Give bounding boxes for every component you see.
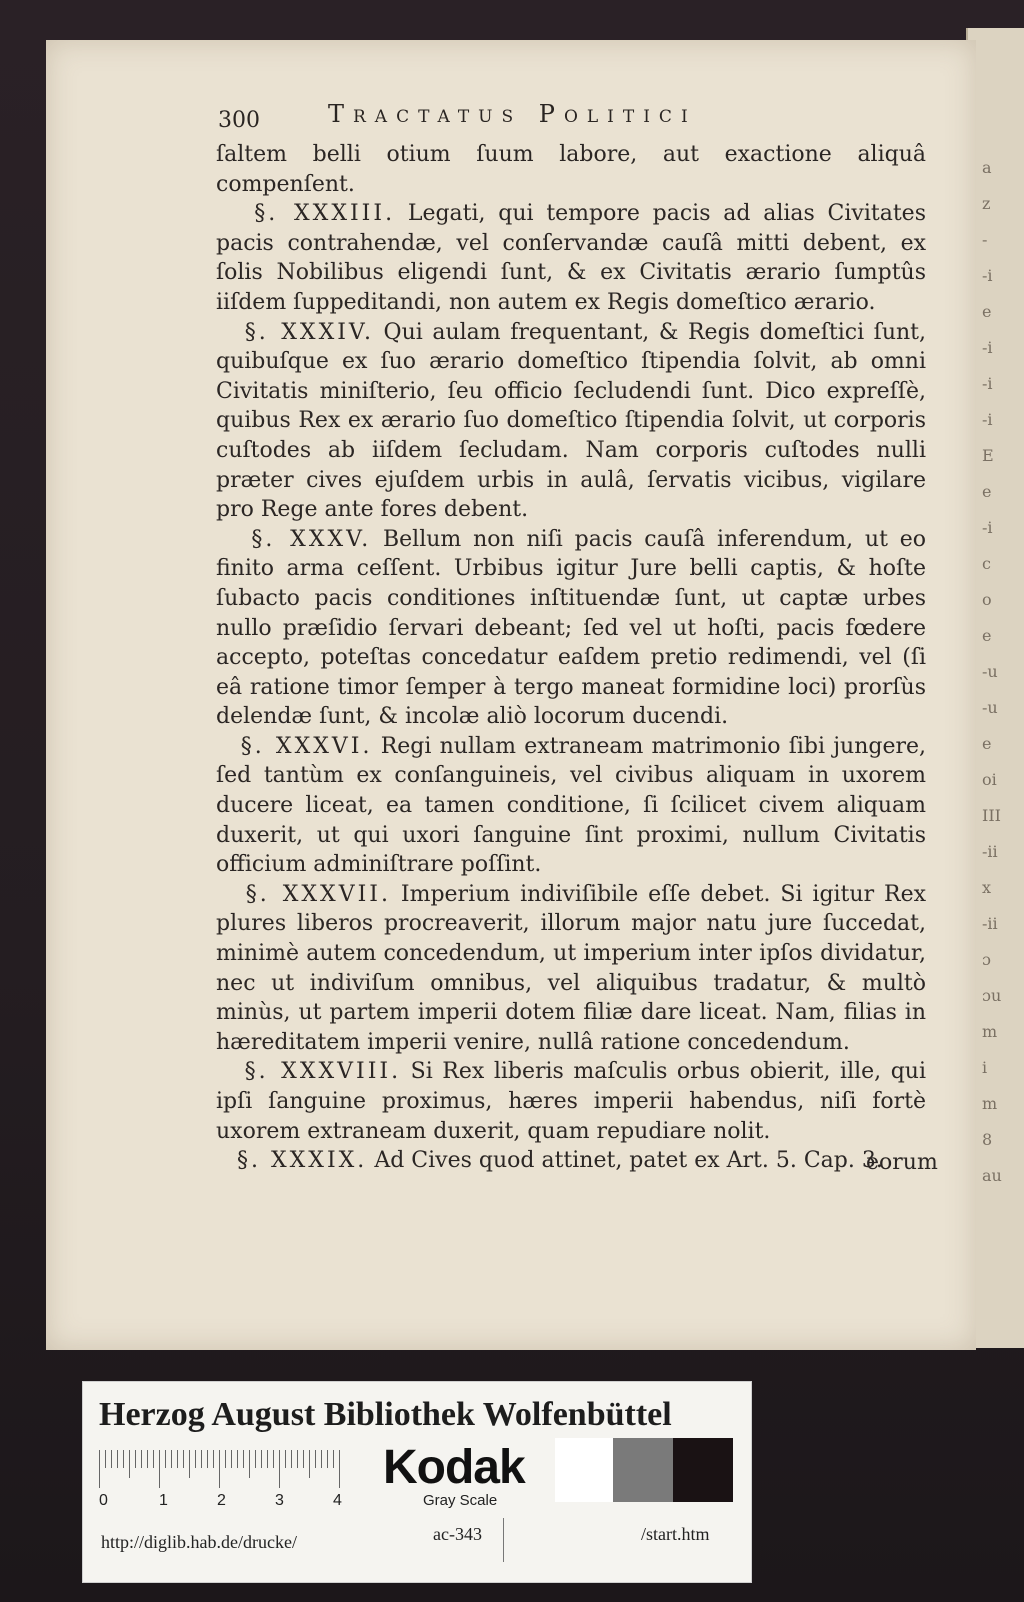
paragraph: §. XXXIX. Ad Cives quod attinet, patet ex Art. 5. Cap. 3.	[236, 1148, 883, 1174]
edge-mark: -ii	[982, 914, 998, 933]
edge-mark: -ii	[982, 842, 998, 861]
ruler-tick	[285, 1450, 286, 1468]
edge-mark: III	[982, 806, 1001, 825]
running-title: Tractatus Politici	[328, 100, 697, 128]
edge-mark: c	[982, 554, 991, 573]
ruler-tick	[135, 1450, 136, 1468]
edge-mark: x	[982, 878, 992, 897]
ruler-tick	[321, 1450, 322, 1468]
edge-mark: -i	[982, 374, 993, 393]
ruler-tick	[201, 1450, 202, 1468]
ruler-tick	[207, 1450, 208, 1468]
edge-mark: -i	[982, 266, 993, 285]
ruler-tick	[225, 1450, 226, 1468]
edge-mark: e	[982, 734, 992, 753]
swatch-black	[673, 1438, 733, 1502]
edge-mark: o	[982, 590, 992, 609]
edge-mark: au	[982, 1166, 1002, 1185]
edge-mark: -i	[982, 410, 993, 429]
shelfmark-code: ac-343	[433, 1524, 482, 1544]
ruler-tick	[99, 1450, 100, 1488]
edge-mark: -i	[982, 338, 993, 357]
edge-mark: oi	[982, 770, 997, 789]
ruler-tick	[291, 1450, 292, 1468]
edge-marks	[976, 28, 1024, 1348]
library-title: Herzog August Bibliothek Wolfenbüttel	[99, 1396, 672, 1433]
edge-mark: a	[982, 158, 992, 177]
edge-mark: -	[982, 230, 988, 249]
ruler	[99, 1450, 349, 1490]
grayscale-label: Gray Scale	[423, 1492, 498, 1509]
library-url: http://diglib.hab.de/drucke/	[101, 1532, 297, 1552]
ruler-tick	[219, 1450, 220, 1488]
kodak-logo: Kodak	[383, 1441, 525, 1494]
ruler-tick	[177, 1450, 178, 1468]
paragraph: §. XXXIV. Qui aulam frequentant, & Regis domeſtici ſunt, quibuſque ex ſuo ærario domeſtico ſtipendia ſolvit, ab omni Civitatis miniſterio, ſeu officio ſecludendi ſunt. Dico expreſſè, quibus Rex ex ærario ſuo domeſtico ſtipendia ſolvit, ut corporis cuſtodes ab iiſdem ſecludam. Nam corporis cuſtodes nulli præter cives ejuſdem urbis in aulâ, ſervatis vicibus, vigilare pro Rege ante fores debent.	[216, 319, 926, 523]
ruler-tick	[165, 1450, 166, 1468]
ruler-label: 4	[333, 1492, 342, 1509]
ruler-labels	[99, 1492, 349, 1514]
edge-mark: e	[982, 626, 992, 645]
swatch-white	[555, 1438, 613, 1502]
ruler-label: 3	[275, 1492, 284, 1509]
ruler-tick	[153, 1450, 154, 1468]
edge-mark: e	[982, 302, 992, 321]
edge-mark: z	[982, 194, 991, 213]
ruler-tick	[147, 1450, 148, 1468]
edge-mark: ɔu	[982, 986, 1002, 1005]
paragraph: ſaltem belli otium ſuum labore, aut exactione aliquâ compenſent.	[216, 142, 926, 197]
swatch-gray	[613, 1438, 673, 1502]
edge-mark: i	[982, 1058, 988, 1077]
url-suffix: /start.htm	[641, 1524, 710, 1544]
ruler-tick	[249, 1450, 250, 1478]
ruler-tick	[117, 1450, 118, 1468]
ruler-label: 2	[217, 1492, 226, 1509]
edge-mark: m	[982, 1094, 998, 1113]
ruler-tick	[129, 1450, 130, 1478]
ruler-tick	[243, 1450, 244, 1468]
paragraph: §. XXXVI. Regi nullam extraneam matrimonio ſibi jungere, ſed tantùm ex conſanguineis, vel civibus aliquam in uxorem ducere liceat, ea tamen conditione, ſi ſcilicet civem aliquam duxerit, ut qui uxori ſanguine ſint proximi, nullum Civitatis officium adminiſtrare poſſint.	[216, 733, 927, 878]
ruler-tick	[255, 1450, 256, 1468]
ruler-tick	[159, 1450, 160, 1488]
ruler-tick	[279, 1450, 280, 1488]
gray-scale-swatches	[555, 1438, 733, 1502]
ruler-tick	[171, 1450, 172, 1468]
ruler-tick	[231, 1450, 232, 1468]
ruler-tick	[267, 1450, 268, 1468]
running-head	[218, 100, 958, 140]
page-number: 300	[218, 108, 260, 133]
ruler-tick	[303, 1450, 304, 1468]
edge-mark: E	[982, 446, 994, 465]
color-calibration-card	[82, 1381, 752, 1583]
edge-mark: -i	[982, 518, 993, 537]
edge-mark: 8	[982, 1130, 993, 1149]
ruler-tick	[309, 1450, 310, 1478]
ruler-label: 0	[99, 1492, 108, 1509]
edge-mark: ɔ	[982, 950, 991, 969]
ruler-tick	[105, 1450, 106, 1468]
ruler-tick	[237, 1450, 238, 1468]
edge-mark: -u	[982, 662, 998, 681]
ruler-label: 1	[159, 1492, 168, 1509]
book-page	[46, 40, 976, 1350]
paragraph: §. XXXVII. Imperium indiviſibile eſſe debet. Si igitur Rex plures liberos procreaverit, illorum major natu jure ſuccedat, minimè autem concedendum, ut imperium inter ipſos dividatur, nec ut indiviſum omnibus, vel aliquibus tradatur, & multò minùs, ut partem imperii dotem filiæ dare liceat. Nam, filias in hæreditatem imperii venire, nullâ ratione concedendum.	[216, 881, 927, 1055]
ruler-tick	[261, 1450, 262, 1468]
catchword: eorum	[866, 1150, 938, 1175]
edge-mark: e	[982, 482, 992, 501]
ruler-tick	[315, 1450, 316, 1468]
ruler-tick	[327, 1450, 328, 1468]
ruler-tick	[273, 1450, 274, 1468]
ruler-tick	[123, 1450, 124, 1468]
paragraph: §. XXXV. Bellum non niſi pacis cauſâ inferendum, ut eo finito arma ceſſent. Urbibus igitur Jure belli captis, & hoſte ſubacto pacis conditiones inſtituendæ ſunt, ut captæ urbes nullo præſidio ſervari debeant; ſed vel ut hoſti, pacis fœdere accepto, poteſtas concedatur eaſdem pretio redimendi, vel (ſi eâ ratione timor ſemper à tergo maneat formidine loci) prorſùs delendæ ſunt, & incolæ aliò locorum ducendi.	[216, 526, 926, 730]
ruler-tick	[297, 1450, 298, 1468]
text-block	[216, 140, 926, 1176]
edge-mark: m	[982, 1022, 998, 1041]
ruler-tick	[195, 1450, 196, 1468]
ruler-tick	[213, 1450, 214, 1468]
code-separator	[503, 1518, 504, 1562]
ruler-tick	[333, 1450, 334, 1468]
ruler-tick	[339, 1450, 340, 1488]
paragraph: §. XXXVIII. Si Rex liberis maſculis orbus obierit, ille, qui ipſi ſanguine proximus, hæres imperii habendus, niſi fortè uxorem extraneam duxerit, quam repudiare nolit.	[216, 1059, 926, 1144]
ruler-tick	[183, 1450, 184, 1468]
paragraph: §. XXXIII. Legati, qui tempore pacis ad alias Civitates pacis contrahendæ, vel conſervandæ cauſâ mitti debent, ex ſolis Nobilibus eligendi ſunt, & ex Civitatis ærario ſumptûs iiſdem ſuppeditandi, non autem ex Regis domeſtico ærario.	[216, 201, 926, 315]
ruler-tick	[141, 1450, 142, 1468]
edge-mark: -u	[982, 698, 998, 717]
ruler-tick	[189, 1450, 190, 1478]
ruler-tick	[111, 1450, 112, 1468]
